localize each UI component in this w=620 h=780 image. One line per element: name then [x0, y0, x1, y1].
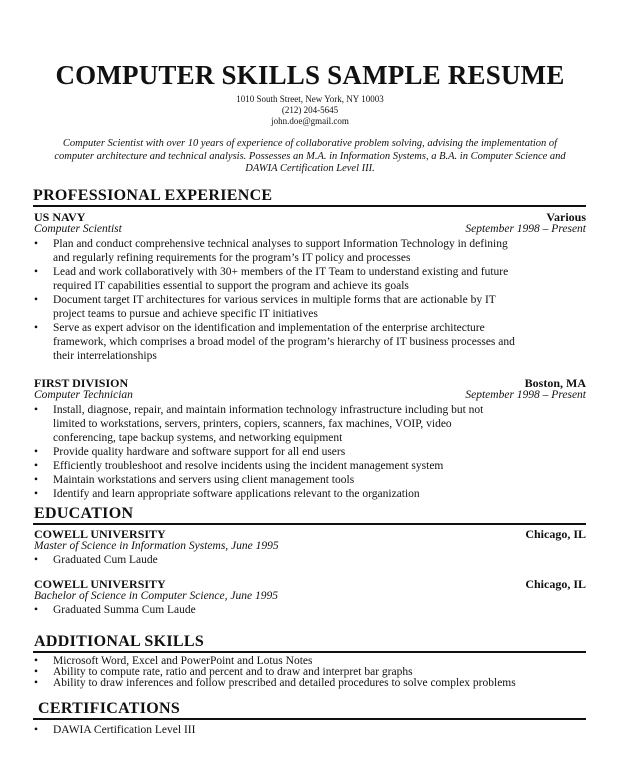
list-item: [34, 265, 554, 293]
bullet-line: Serve as expert advisor on the identification and implementation of the enterprise architecture: [53, 322, 485, 334]
degree: Bachelor of Science in Computer Science, June 1995: [34, 590, 278, 602]
bullet-icon: •: [34, 474, 39, 486]
bullet-line: Maintain workstations and servers using client management tools: [53, 474, 355, 486]
list-item: [34, 403, 554, 445]
section-divider: [33, 205, 586, 207]
job-org: FIRST DIVISION: [34, 376, 129, 390]
bullet-line: Ability to compute rate, ratio and percent and to draw and interpret bar graphs: [53, 666, 413, 678]
school-name: COWELL UNIVERSITY: [34, 577, 166, 591]
bullet-icon: •: [34, 446, 39, 458]
school-location: Chicago, IL: [525, 527, 586, 541]
bullet-line: DAWIA Certification Level III: [53, 724, 196, 736]
job-location: Boston, MA: [524, 376, 586, 390]
school-name: COWELL UNIVERSITY: [34, 527, 166, 541]
bullet-line: framework, which comprises a broad model of the program’s hierarchy of IT business processes and: [53, 336, 515, 348]
bullet-line: and regularly refining requirements for the program’s IT policy and processes: [53, 252, 411, 264]
bullet-icon: •: [34, 724, 39, 736]
list-item: [34, 487, 554, 501]
bullet-line: Lead and work collaboratively with 30+ members of the IT Team to understand existing and future: [53, 266, 509, 278]
contact-email: john.doe@gmail.com: [271, 116, 349, 126]
job-role: Computer Technician: [34, 389, 133, 401]
list-item: [34, 473, 554, 487]
bullet-line: Install, diagnose, repair, and maintain information technology infrastructure including but not: [53, 404, 484, 416]
bullet-line: limited to workstations, servers, printers, copiers, scanners, fax machines, VOIP, video: [53, 418, 452, 430]
bullet-icon: •: [34, 404, 39, 416]
job-dates: September 1998 – Present: [465, 389, 586, 401]
summary-line: computer architecture and technical analysis. Possesses an M.A. in Information Systems, a B.A. in Computer Science and: [54, 150, 566, 162]
bullet-line: conferencing, tape backup systems, and networking equipment: [53, 432, 343, 444]
summary-line: Computer Scientist with over 10 years of experience of collaborative problem solving, advising the implementation of: [62, 138, 558, 149]
job-org: US NAVY: [34, 210, 86, 224]
job-bullets: [34, 403, 554, 501]
list-item: [34, 445, 554, 459]
job-bullets: [34, 237, 554, 363]
bullet-line: required IT capabilities essential to support the program and achieve its goals: [53, 280, 409, 292]
resume-title: COMPUTER SKILLS SAMPLE RESUME: [55, 60, 565, 90]
degree: Master of Science in Information Systems, June 1995: [34, 540, 279, 552]
skills-list: [34, 656, 574, 689]
school-location: Chicago, IL: [525, 577, 586, 591]
education-bullets: [34, 603, 554, 617]
summary-line: DAWIA Certification Level III.: [245, 163, 375, 174]
list-item: [34, 237, 554, 265]
professional-summary: [40, 138, 580, 176]
section-divider: [33, 718, 586, 720]
list-item: [34, 678, 574, 689]
bullet-line: project teams to pursue and achieve specific IT initiatives: [53, 308, 318, 320]
bullet-icon: •: [34, 677, 39, 689]
bullet-icon: •: [34, 238, 39, 250]
list-item: [34, 723, 554, 737]
section-heading-skills: ADDITIONAL SKILLS: [34, 633, 205, 650]
bullet-line: Efficiently troubleshoot and resolve incidents using the incident management system: [53, 460, 444, 472]
bullet-icon: •: [34, 294, 39, 306]
section-heading-education: EDUCATION: [34, 505, 134, 522]
bullet-icon: •: [34, 655, 39, 667]
bullet-line: Ability to draw inferences and follow prescribed and detailed procedures to solve complex problems: [53, 677, 516, 689]
bullet-line: Microsoft Word, Excel and PowerPoint and Lotus Notes: [53, 655, 313, 667]
list-item: [34, 459, 554, 473]
section-heading-certifications: CERTIFICATIONS: [38, 700, 181, 717]
list-item: [34, 293, 554, 321]
contact-address: 1010 South Street, New York, NY 10003: [236, 94, 384, 104]
contact-phone: (212) 204-5645: [281, 105, 339, 115]
job-dates: September 1998 – Present: [465, 223, 586, 235]
bullet-line: Identify and learn appropriate software applications relevant to the organization: [53, 488, 420, 500]
bullet-line: Graduated Summa Cum Laude: [53, 604, 196, 616]
job-location: Various: [546, 210, 586, 224]
education-bullets: [34, 553, 554, 567]
bullet-icon: •: [34, 322, 39, 334]
list-item: [34, 553, 554, 567]
bullet-line: Plan and conduct comprehensive technical analyses to support Information Technology in defining: [53, 238, 508, 250]
list-item: [34, 321, 554, 363]
bullet-icon: •: [34, 604, 39, 616]
bullet-line: Document target IT architectures for various services in multiple forms that are actionable by IT: [53, 294, 496, 306]
section-heading-experience: PROFESSIONAL EXPERIENCE: [33, 187, 273, 204]
bullet-line: Graduated Cum Laude: [53, 554, 158, 566]
bullet-line: Provide quality hardware and software support for all end users: [53, 446, 346, 458]
certifications-list: [34, 723, 554, 737]
bullet-icon: •: [34, 266, 39, 278]
bullet-icon: •: [34, 488, 39, 500]
bullet-icon: •: [34, 666, 39, 678]
section-divider: [33, 523, 586, 525]
list-item: [34, 603, 554, 617]
job-role: Computer Scientist: [34, 223, 122, 235]
bullet-icon: •: [34, 460, 39, 472]
section-divider: [33, 651, 586, 653]
bullet-line: their interrelationships: [53, 350, 157, 362]
bullet-icon: •: [34, 554, 39, 566]
